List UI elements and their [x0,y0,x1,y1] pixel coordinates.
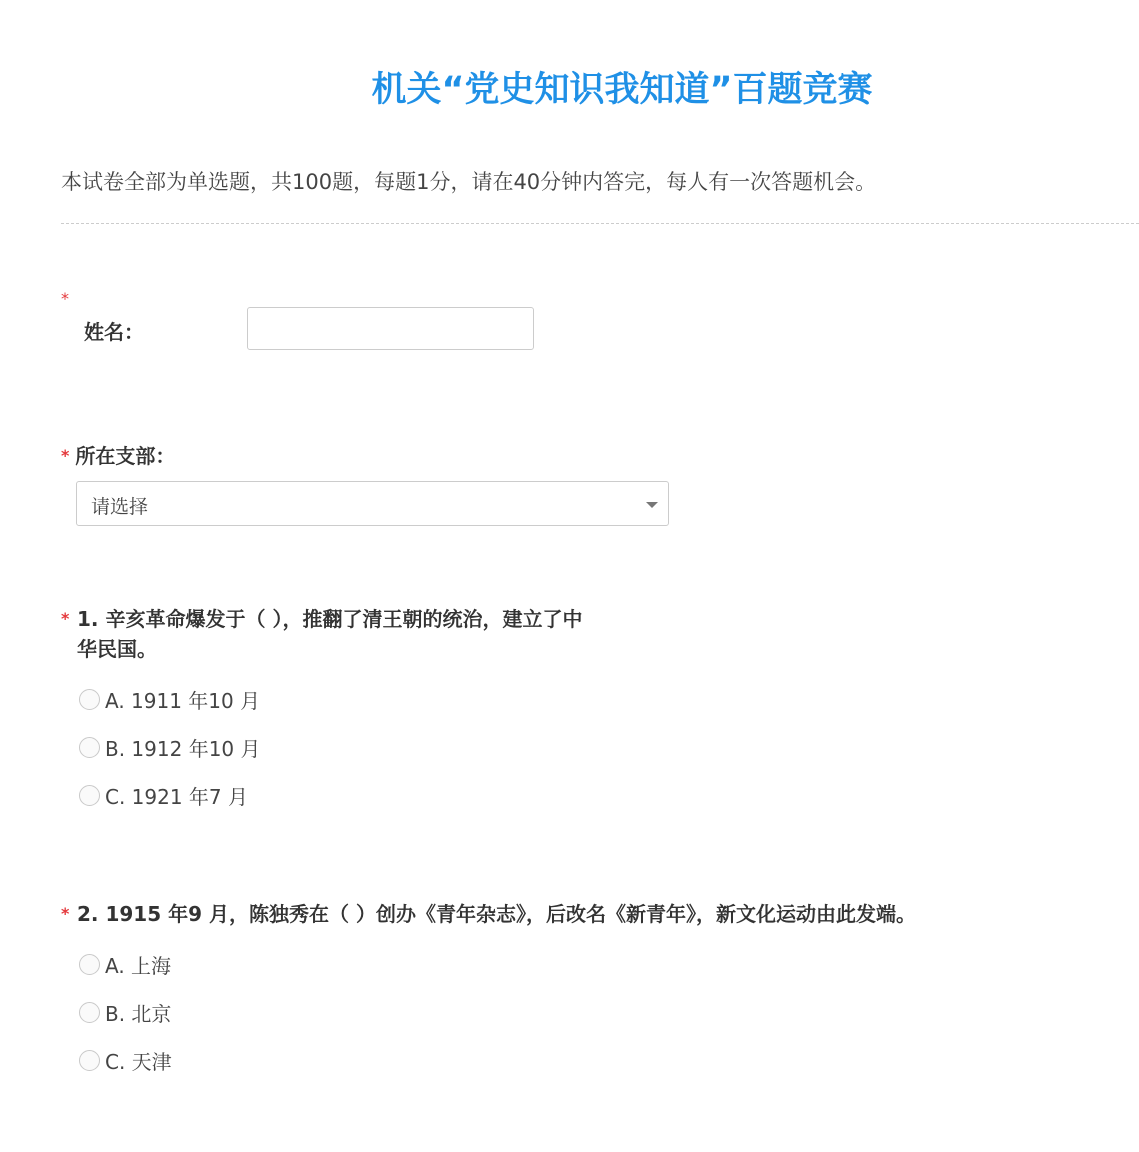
option-label: B. 北京 [105,1001,172,1026]
page-title: 机关“党史知识我知道”百题竞赛 [371,70,873,110]
required-mark: * [61,609,70,628]
radio-button-icon[interactable] [79,737,100,758]
radio-button-icon[interactable] [79,785,100,806]
branch-select[interactable] [76,481,669,526]
name-input[interactable] [247,307,534,350]
chevron-down-icon [646,502,658,508]
question-1-text-line2: 华民国。 [77,637,157,661]
option-label: B. 1912 年10 月 [105,736,261,761]
radio-button-icon[interactable] [79,689,100,710]
question-1-title [61,604,667,664]
required-mark: * [61,446,70,465]
question-1-text-line1: 1. 辛亥革命爆发于（ ），推翻了清王朝的统治，建立了中 [77,607,583,631]
exam-description: 本试卷全部为单选题，共100题，每题1分，请在40分钟内答完，每人有一次答题机会。 [61,170,877,194]
question-1-option-a[interactable] [79,686,260,712]
question-2-option-a[interactable] [79,951,171,977]
radio-button-icon[interactable] [79,1002,100,1023]
question-2-text-line1: 2. 1915 年9 月，陈独秀在（ ）创办《青年杂志》，后改名《新青年》，新文化运动由此发端。 [77,902,916,926]
name-label: 姓名： [84,320,144,344]
question-2-option-b[interactable] [79,999,171,1025]
radio-button-icon[interactable] [79,1050,100,1071]
branch-select-value: 请选择 [91,496,149,518]
required-mark: * [61,904,70,923]
question-1-option-b[interactable] [79,734,261,760]
required-mark: * [61,289,69,308]
branch-field-label [61,440,175,469]
option-label: A. 上海 [105,953,172,978]
question-1-option-c[interactable] [79,782,248,808]
radio-button-icon[interactable] [79,954,100,975]
option-label: A. 1911 年10 月 [105,688,261,713]
option-label: C. 1921 年7 月 [105,784,249,809]
question-2-option-c[interactable] [79,1047,172,1073]
branch-label: 所在支部： [75,444,176,468]
question-2-title [61,899,1127,929]
option-label: C. 天津 [105,1049,172,1074]
divider [61,223,1139,224]
